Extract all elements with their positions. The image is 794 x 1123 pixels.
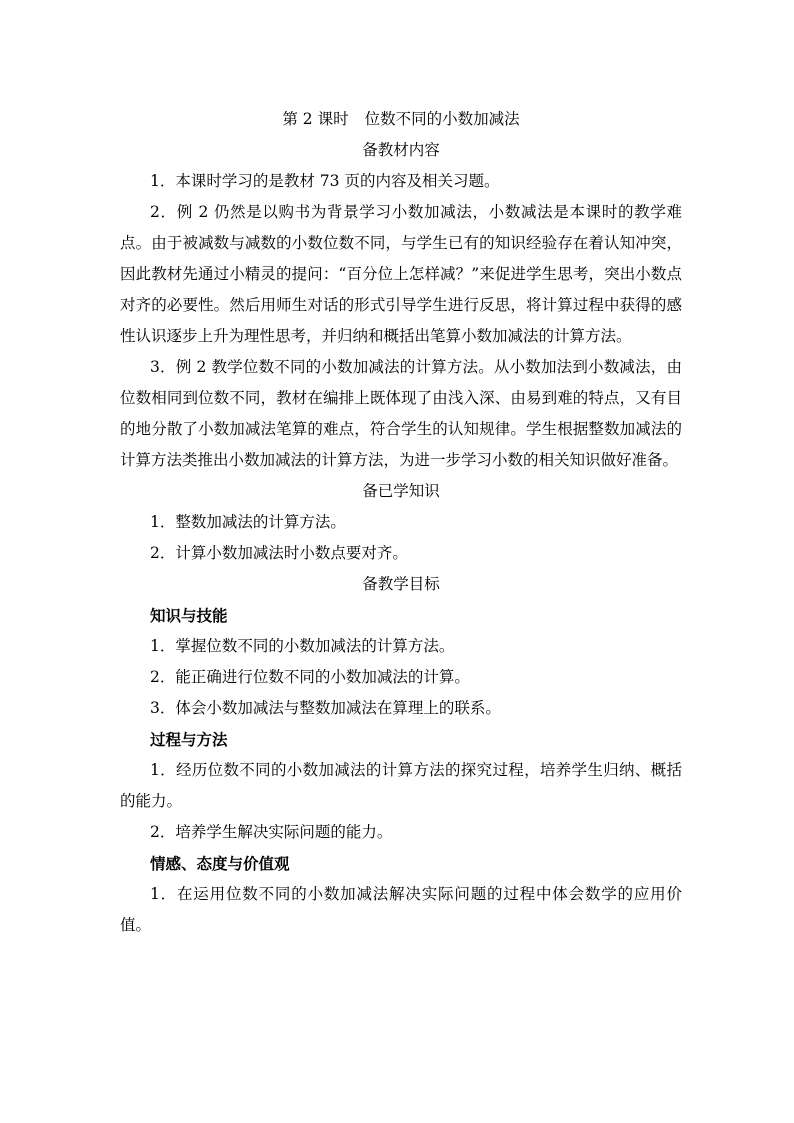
- knowledge-skills-item-2: 2．能正确进行位数不同的小数加减法的计算。: [150, 668, 470, 686]
- section-heading-goals: 备教学目标: [362, 575, 440, 593]
- document-page: [120, 104, 682, 941]
- prior-knowledge-item-2: 2．计算小数加减法时小数点要对齐。: [150, 544, 408, 562]
- knowledge-skills-item-3: 3．体会小数加减法与整数加减法在算理上的联系。: [150, 699, 501, 717]
- goals-subheading-knowledge-skills: 知识与技能: [150, 606, 228, 625]
- materials-item-1: 1．本课时学习的是教材 73 页的内容及相关习题。: [150, 172, 500, 190]
- section-heading-materials: 备教材内容: [362, 141, 440, 159]
- process-methods-item-2: 2．培养学生解决实际问题的能力。: [150, 823, 393, 841]
- materials-item-3: 3．例 2 教学位数不同的小数加减法的计算方法。从小数加法到小数减法，由位数相同到位数不同，教材在编排上既体现了由浅入深、由易到难的特点，又有目的地分散了小数加减法笔算的难点，符合学生的认知规律。学生根据整数加减法的计算方法类推出小数加减法的计算方法，为进一步学习小数的相关知识做好准备。: [120, 358, 682, 469]
- lesson-number: 第 2 课时: [282, 110, 349, 128]
- goals-subheading-process-methods: 过程与方法: [150, 730, 228, 749]
- knowledge-skills-item-1: 1．掌握位数不同的小数加减法的计算方法。: [150, 637, 455, 655]
- emotions-values-item-1: 1．在运用位数不同的小数加减法解决实际问题的过程中体会数学的应用价值。: [120, 885, 682, 934]
- section-heading-prior-knowledge: 备已学知识: [362, 482, 440, 500]
- goals-subheading-emotions-values: 情感、态度与价值观: [150, 854, 290, 873]
- materials-item-2: 2．例 2 仍然是以购书为背景学习小数加减法，小数减法是本课时的教学难点。由于被减数与减数的小数位数不同，与学生已有的知识经验存在着认知冲突，因此教材先通过小精灵的提问：“百分位上怎样减？”来促进学生思考，突出小数点对齐的必要性。然后用师生对话的形式引导学生进行反思，将计算过程中获得的感性认识逐步上升为理性思考，并归纳和概括出笔算小数加减法的计算方法。: [120, 203, 682, 345]
- lesson-title: [120, 104, 682, 135]
- prior-knowledge-item-1: 1．整数加减法的计算方法。: [150, 513, 346, 531]
- process-methods-item-1: 1．经历位数不同的小数加减法的计算方法的探究过程，培养学生归纳、概括的能力。: [120, 761, 682, 810]
- lesson-name: 位数不同的小数加减法: [364, 110, 520, 128]
